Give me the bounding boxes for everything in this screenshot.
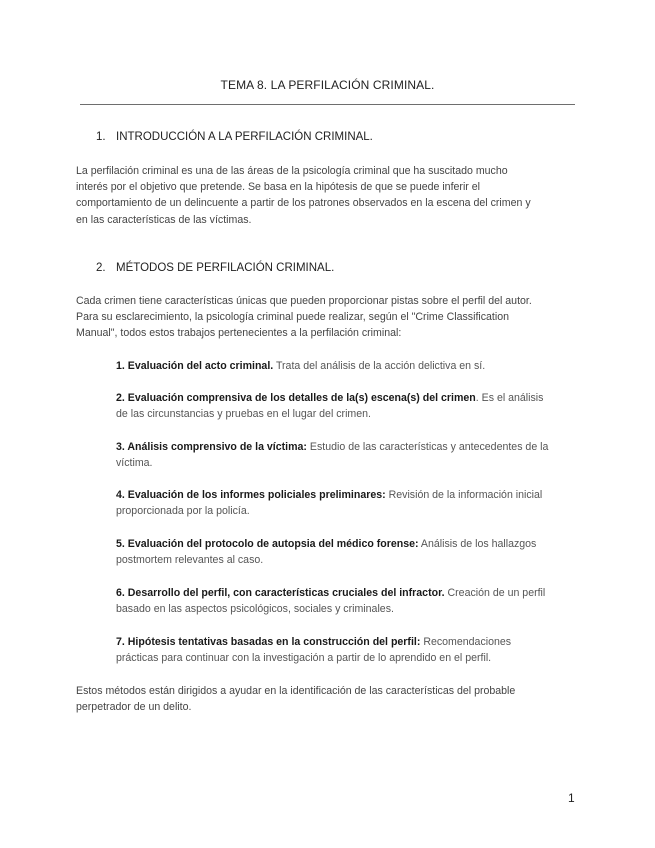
method-line xyxy=(116,439,581,455)
method-description-continued: prácticas para continuar con la investigación a partir de lo aprendido en el perfil. xyxy=(116,652,492,665)
method-description-continued: proporcionada por la policía. xyxy=(116,505,250,518)
section-heading-text: MÉTODOS DE PERFILACIÓN CRIMINAL. xyxy=(116,262,335,274)
method-item-4 xyxy=(116,487,581,519)
section-number: 2. xyxy=(96,262,106,274)
paragraph-line: interés por el objetivo que pretende. Se basa en la hipótesis de que se puede inferir el xyxy=(76,181,481,194)
method-title: 3. Análisis comprensivo de la víctima: xyxy=(116,441,307,453)
method-title: 4. Evaluación de los informes policiales preliminares: xyxy=(116,489,386,501)
closing-paragraph xyxy=(76,683,581,715)
method-description-continued: basado en las aspectos psicológicos, sociales y criminales. xyxy=(116,603,394,616)
method-line xyxy=(116,536,581,552)
method-title: 1. Evaluación del acto criminal. xyxy=(116,360,274,372)
method-title: 2. Evaluación comprensiva de los detalles de la(s) escena(s) del crimen xyxy=(116,392,476,404)
method-description: Estudio de las características y antecedentes de la xyxy=(306,441,549,453)
method-title: 7. Hipótesis tentativas basadas en la construcción del perfil: xyxy=(116,636,421,648)
method-description: Recomendaciones xyxy=(420,636,512,648)
title-divider xyxy=(80,104,575,105)
method-description-continued: postmortem relevantes al caso. xyxy=(116,554,264,567)
method-description-continued: de las circunstancias y pruebas en el lugar del crimen. xyxy=(116,408,371,421)
paragraph-line: Para su esclarecimiento, la psicología criminal puede realizar, según el "Crime Classification xyxy=(76,311,510,324)
paragraph-line: comportamiento de un delincuente a partir de los patrones observados en la escena del crimen y xyxy=(76,197,531,210)
method-item-1 xyxy=(116,358,581,374)
method-description: Análisis de los hallazgos xyxy=(418,538,537,550)
method-item-6 xyxy=(116,585,581,617)
section-heading-metodos xyxy=(96,262,334,274)
method-description: Creación de un perfil xyxy=(444,587,546,599)
paragraph-line: Manual", todos estos trabajos pertenecientes a la perfilación criminal: xyxy=(76,327,402,340)
method-item-3 xyxy=(116,439,581,471)
section-heading-text: INTRODUCCIÓN A LA PERFILACIÓN CRIMINAL. xyxy=(116,131,373,143)
page-number: 1 xyxy=(568,791,575,805)
method-line xyxy=(116,585,581,601)
section-heading-introduccion xyxy=(96,131,373,143)
paragraph-line: en las características de las víctimas. xyxy=(76,213,252,226)
paragraph-line: La perfilación criminal es una de las áreas de la psicología criminal que ha suscitado mucho xyxy=(76,165,508,177)
method-item-2 xyxy=(116,390,581,422)
method-description: Trata del análisis de la acción delictiva en sí. xyxy=(273,360,486,372)
method-line xyxy=(116,634,581,650)
method-description: Revisión de la información inicial xyxy=(385,489,543,501)
method-title: 6. Desarrollo del perfil, con características cruciales del infractor. xyxy=(116,587,445,599)
section-number: 1. xyxy=(96,131,106,143)
method-line xyxy=(116,358,581,374)
method-item-7 xyxy=(116,634,581,666)
method-description: . Es el análisis xyxy=(475,392,544,404)
paragraph-line: Estos métodos están dirigidos a ayudar en la identificación de las características del probable xyxy=(76,685,516,697)
method-description-continued: víctima. xyxy=(116,457,153,470)
method-line xyxy=(116,487,581,503)
methods-intro-paragraph xyxy=(76,293,581,342)
paragraph-line: Cada crimen tiene características únicas que pueden proporcionar pistas sobre el perfil del autor. xyxy=(76,295,532,307)
intro-paragraph xyxy=(76,163,581,228)
method-line xyxy=(116,390,581,406)
method-title: 5. Evaluación del protocolo de autopsia del médico forense: xyxy=(116,538,419,550)
method-item-5 xyxy=(116,536,581,568)
document-title: TEMA 8. LA PERFILACIÓN CRIMINAL. xyxy=(220,78,435,92)
paragraph-line: perpetrador de un delito. xyxy=(76,701,192,714)
